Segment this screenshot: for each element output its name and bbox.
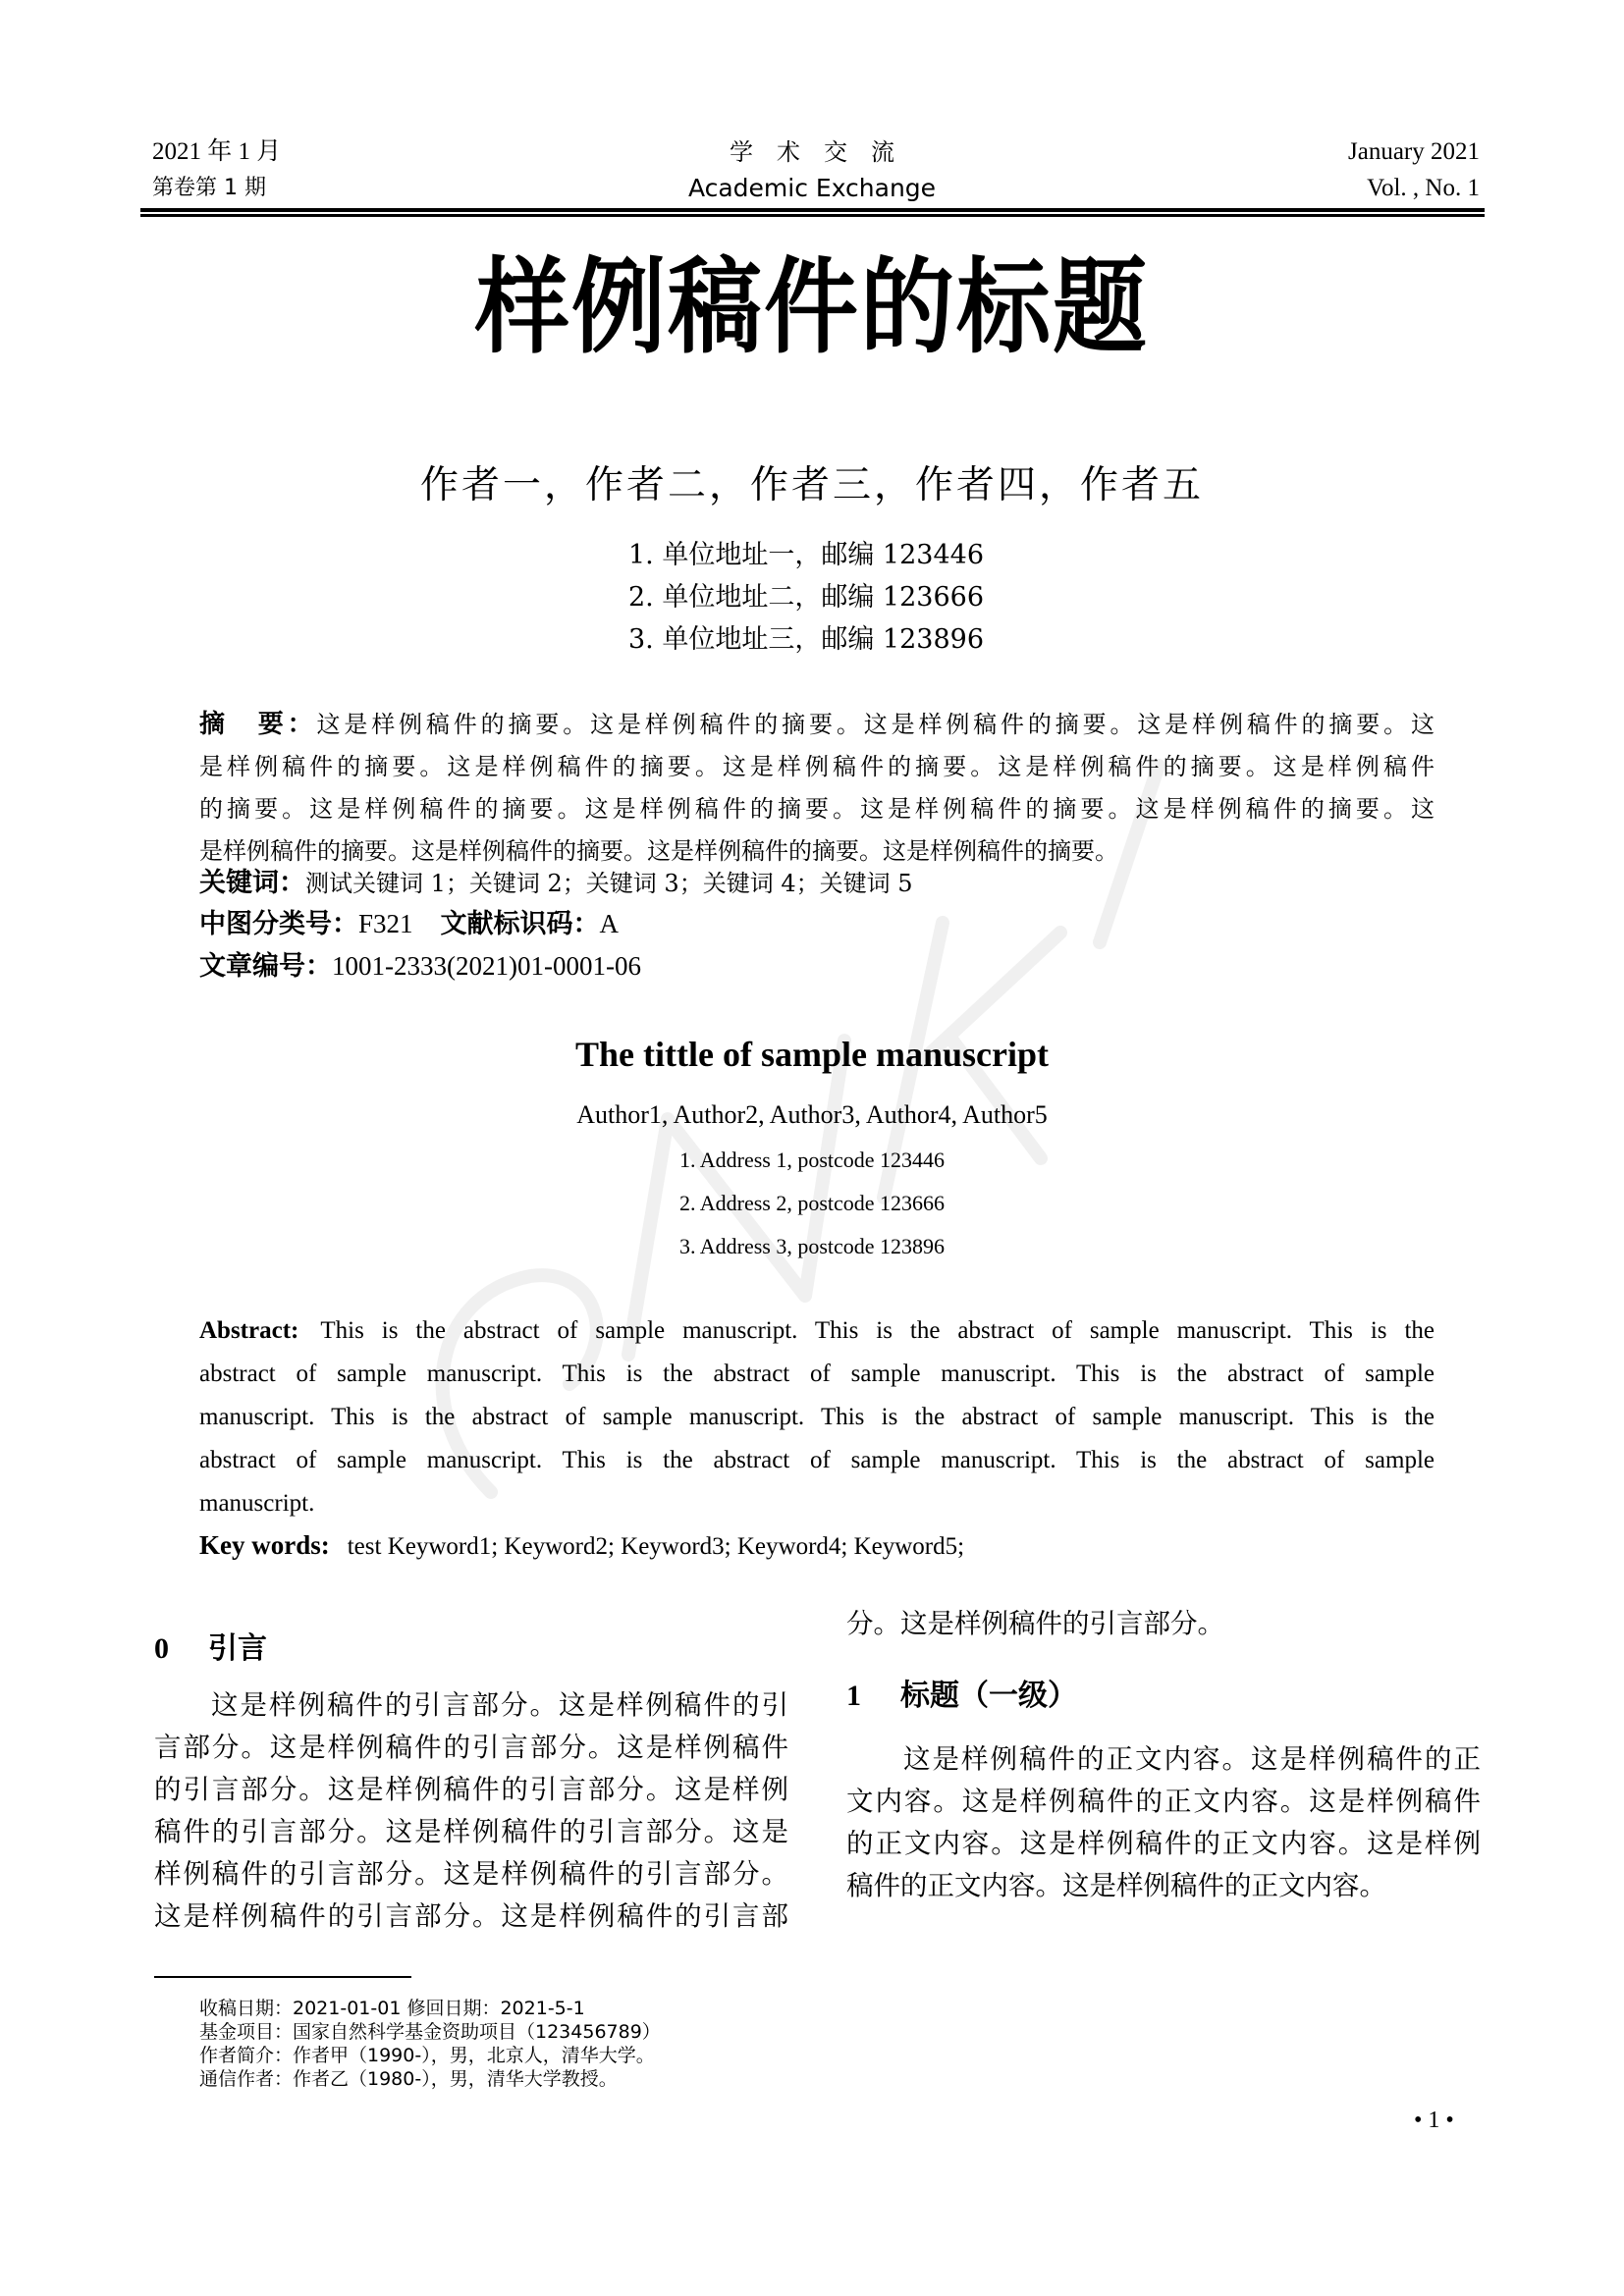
body-line: 分。这是样例稿件的引言部分。 (846, 1608, 1224, 1639)
header-journal-en: Academic Exchange (687, 174, 937, 202)
affiliation-cn-3: 3. 单位地址三，邮编 123896 (628, 624, 984, 655)
header-date-cn: 2021 年 1 月 (152, 138, 282, 165)
footnote-corresponding-author: 通信作者：作者乙（1980-），男，清华大学教授。 (199, 2068, 618, 2090)
affiliation-cn-2: 2. 单位地址二，邮编 123666 (628, 582, 984, 613)
body-line: 样例稿件的引言部分。这是样例稿件的引言部分。 (154, 1858, 788, 1890)
affiliation-en-3: 3. Address 3, postcode 123896 (678, 1234, 946, 1258)
abstract-en-text: This is the abstract of sample manuscript. This is the abstract of sample manuscript. This is the (320, 1317, 1435, 1344)
body-line: 稿件的正文内容。这是样例稿件的正文内容。 (846, 1870, 1386, 1901)
affiliation-en-1: 1. Address 1, postcode 123446 (678, 1148, 946, 1172)
keywords-cn-value: 测试关键词 1；关键词 2；关键词 3；关键词 4；关键词 5 (305, 870, 913, 897)
body-line: 这是样例稿件的正文内容。这是样例稿件的正 (903, 1743, 1481, 1775)
authors-en: Author1, Author2, Author3, Author4, Author5 (576, 1100, 1048, 1129)
header-issue-cn: 第卷第 1 期 (152, 176, 266, 200)
footnote-funding: 基金项目：国家自然科学基金资助项目（123456789） (199, 2021, 661, 2043)
body-line: 言部分。这是样例稿件的引言部分。这是样例稿件 (154, 1732, 788, 1763)
doc-code-value: A (599, 909, 620, 938)
abstract-cn-text: 这是样例稿件的摘要。这是样例稿件的摘要。这是样例稿件的摘要。这是样例稿件的摘要。这 (316, 711, 1435, 738)
section-heading-intro (154, 1631, 267, 1667)
page-title-cn: 样例稿件的标题 (475, 246, 1149, 368)
doc-code-label: 文献标识码： (440, 909, 600, 939)
body-line: 的正文内容。这是样例稿件的正文内容。这是样例 (846, 1828, 1481, 1859)
header-journal-cn: 学 术 交 流 (730, 138, 894, 166)
keywords-en-label: Key words: (199, 1530, 330, 1560)
body-line: 稿件的引言部分。这是样例稿件的引言部分。这是 (154, 1816, 788, 1847)
body-line: 这是样例稿件的引言部分。这是样例稿件的引 (211, 1689, 788, 1721)
keywords-cn (199, 868, 913, 899)
section-title: 引言 (208, 1631, 267, 1666)
article-number-value: 1001-2333(2021)01-0001-06 (332, 951, 641, 981)
keywords-cn-label: 关键词： (199, 868, 305, 898)
body-line: 这是样例稿件的引言部分。这是样例稿件的引言部 (154, 1900, 788, 1932)
header-volume: Vol. , No. 1 (1367, 175, 1480, 201)
clc-value: F321 (358, 909, 413, 938)
header-rule-top (140, 208, 1485, 212)
body-line: 的引言部分。这是样例稿件的引言部分。这是样例 (154, 1774, 788, 1805)
abstract-en-label: Abstract: (199, 1317, 299, 1344)
affiliation-cn-1: 1. 单位地址一，邮编 123446 (628, 540, 984, 570)
footnote-rule (154, 1976, 411, 1978)
abstract-en-line: manuscript. (199, 1490, 315, 1517)
abstract-cn-line (199, 709, 1435, 740)
keywords-en-value: test Keyword1; Keyword2; Keyword3; Keyword4; Keyword5; (347, 1533, 965, 1560)
footnote-author-bio: 作者简介：作者甲（1990-），男，北京人，清华大学。 (199, 2045, 655, 2066)
affiliation-en-2: 2. Address 2, postcode 123666 (678, 1191, 946, 1215)
abstract-en-line (199, 1315, 1435, 1347)
abstract-en-line: abstract of sample manuscript. This is the abstract of sample manuscript. This is the abstract of sample (199, 1361, 1435, 1387)
section-number: 0 (154, 1632, 169, 1665)
abstract-en-line: abstract of sample manuscript. This is the abstract of sample manuscript. This is the abstract of sample (199, 1447, 1435, 1473)
keywords-en (199, 1529, 964, 1563)
article-number-label: 文章编号： (199, 951, 332, 982)
authors-cn: 作者一，作者二，作者三，作者四，作者五 (419, 463, 1204, 507)
page-number: • 1 • (1414, 2108, 1454, 2133)
abstract-cn-label: 摘 要： (199, 710, 317, 739)
header-rule-bottom (140, 214, 1485, 217)
section-number: 1 (846, 1680, 861, 1712)
section-title: 标题（一级） (900, 1679, 1077, 1713)
abstract-en-line: manuscript. This is the abstract of sample manuscript. This is the abstract of sample manuscript. This is the (199, 1404, 1435, 1430)
abstract-cn-line: 是样例稿件的摘要。这是样例稿件的摘要。这是样例稿件的摘要。这是样例稿件的摘要。 (199, 837, 1118, 865)
abstract-cn-line: 是样例稿件的摘要。这是样例稿件的摘要。这是样例稿件的摘要。这是样例稿件的摘要。这是样例稿件 (199, 753, 1435, 780)
page-title-en: The tittle of sample manuscript (575, 1035, 1049, 1074)
article-number (199, 950, 641, 983)
footnote-received-date: 收稿日期：2021-01-01 修回日期：2021-5-1 (199, 1998, 585, 2019)
classification (199, 908, 619, 940)
section-heading-1 (846, 1679, 1077, 1714)
clc-label: 中图分类号： (199, 909, 358, 939)
body-line: 文内容。这是样例稿件的正文内容。这是样例稿件 (846, 1786, 1481, 1817)
header-date-en: January 2021 (1348, 138, 1480, 165)
abstract-cn-line: 的摘要。这是样例稿件的摘要。这是样例稿件的摘要。这是样例稿件的摘要。这是样例稿件的摘要。这 (199, 795, 1435, 823)
